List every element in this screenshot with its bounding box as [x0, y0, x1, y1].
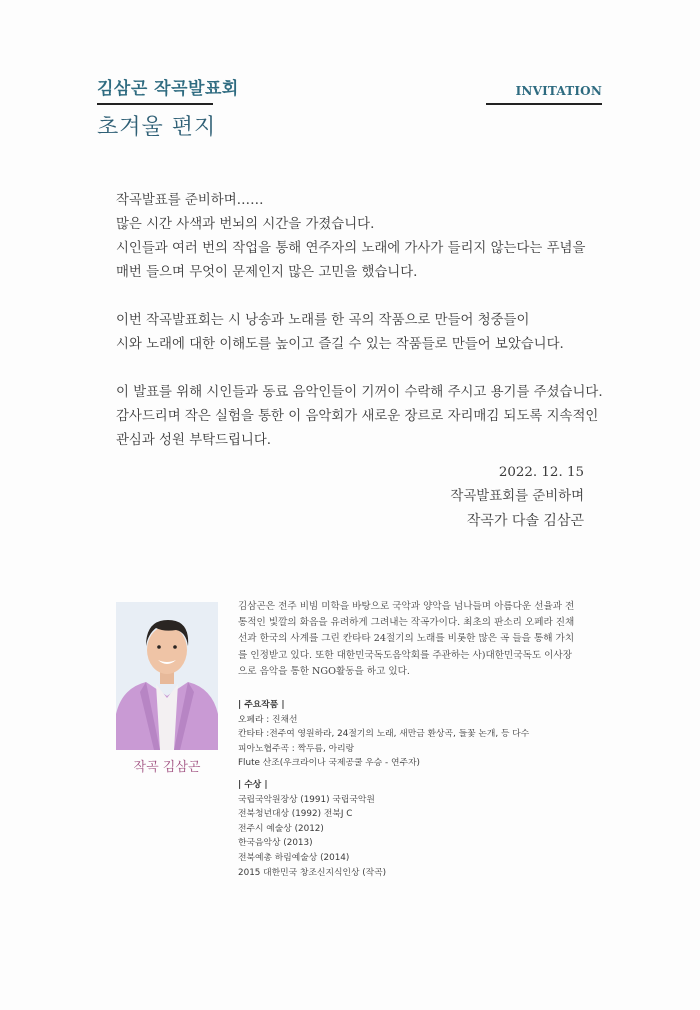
page-title: 초겨울 편지: [97, 115, 217, 140]
bio-line: 김삼곤은 전주 비빔 미학을 바탕으로 국악과 양악을 넘나들며 아름다운 선율과 전: [238, 601, 575, 612]
letter-body: [116, 189, 603, 477]
photo-caption: 작곡 김삼곤: [133, 760, 201, 775]
composer-bio: [238, 599, 588, 680]
invitation-underline: [486, 103, 602, 105]
letter-paragraph: [116, 381, 603, 453]
letter-signature: 작곡가 다솔 김삼곤: [466, 513, 584, 529]
letter-paragraph: [116, 189, 596, 285]
letter-line: 많은 시간 사색과 번뇌의 시간을 가졌습니다.: [116, 217, 375, 232]
bio-line: 를 인정받고 있다. 또한 대한민국독도음악회를 주관하는 사)대한민국독도 이사장: [238, 649, 572, 661]
works-item: 피아노협주곡 : 짝두름, 아리랑: [238, 743, 355, 754]
letter-line: 매번 들으며 무엇이 문제인지 많은 고민을 했습니다.: [116, 265, 418, 280]
letter-line: 이 발표를 위해 시인들과 동료 음악인들이 기꺼이 수락해 주시고 용기를 주셨습니다.: [116, 385, 603, 400]
awards-heading: | 수상 |: [238, 780, 268, 790]
letter-line: 관심과 성원 부탁드립니다.: [116, 433, 272, 448]
title-underline: [97, 103, 213, 105]
bio-line: 으로 음악을 통한 NGO활동을 하고 있다.: [238, 665, 410, 677]
works-item: 칸타타 :전주여 영원하라, 24절기의 노래, 새만금 환상곡, 들꽃 논개, 등 다수: [238, 729, 530, 740]
composer-photo: [116, 602, 218, 750]
awards-item: 한국음악상 (2013): [238, 838, 313, 849]
works-item: Flute 산조(우크라이나 국제공쿨 우승 - 연주자): [238, 758, 420, 769]
invitation-label: INVITATION: [515, 84, 602, 98]
letter-line: 시인들과 여러 번의 작업을 통해 연주자의 노래에 가사가 들리지 않는다는 푸념을: [116, 241, 586, 256]
letter-line: 감사드리며 작은 실험을 통한 이 음악회가 새로운 장르로 자리매김 되도록 지속적인: [116, 409, 599, 424]
works-item: 오페라 : 진채선: [238, 714, 298, 725]
awards-item: 전북청년대상 (1992) 전북J C: [238, 809, 353, 820]
letter-line: 작곡발표를 준비하며……: [116, 193, 264, 208]
letter-date: 2022. 12. 15: [498, 465, 584, 480]
awards: [238, 778, 598, 880]
series-title: 김삼곤 작곡발표회: [97, 79, 239, 99]
letter-line: 시와 노래에 대한 이해도를 높이고 즐길 수 있는 작품들로 만들어 보았습니다.: [116, 337, 564, 352]
major-works: [238, 698, 598, 771]
awards-item: 2015 대한민국 창조신지식인상 (작곡): [238, 867, 387, 878]
letter-line: 이번 작곡발표회는 시 낭송과 노래를 한 곡의 작품으로 만들어 청중들이: [116, 313, 530, 328]
bio-line: 통적인 빛깔의 화음을 유려하게 그려내는 작곡가이다. 최초의 판소리 오페라 진채: [238, 617, 575, 629]
letter-paragraph: [116, 309, 596, 357]
letter-signature-block: [450, 461, 584, 533]
awards-item: 전북예총 하림예술상 (2014): [238, 852, 350, 863]
bio-line: 선과 한국의 사계를 그린 칸타타 24절기의 노래를 비롯한 많은 곡 들을 통해 가치: [238, 633, 575, 645]
composer-portrait-icon: [116, 602, 218, 750]
letter-closing: 작곡발표회를 준비하며: [450, 489, 584, 504]
awards-item: 국립국악원장상 (1991) 국립국악원: [238, 794, 375, 805]
works-heading: | 주요작품 |: [238, 700, 285, 710]
awards-item: 전주시 예술상 (2012): [238, 823, 324, 834]
